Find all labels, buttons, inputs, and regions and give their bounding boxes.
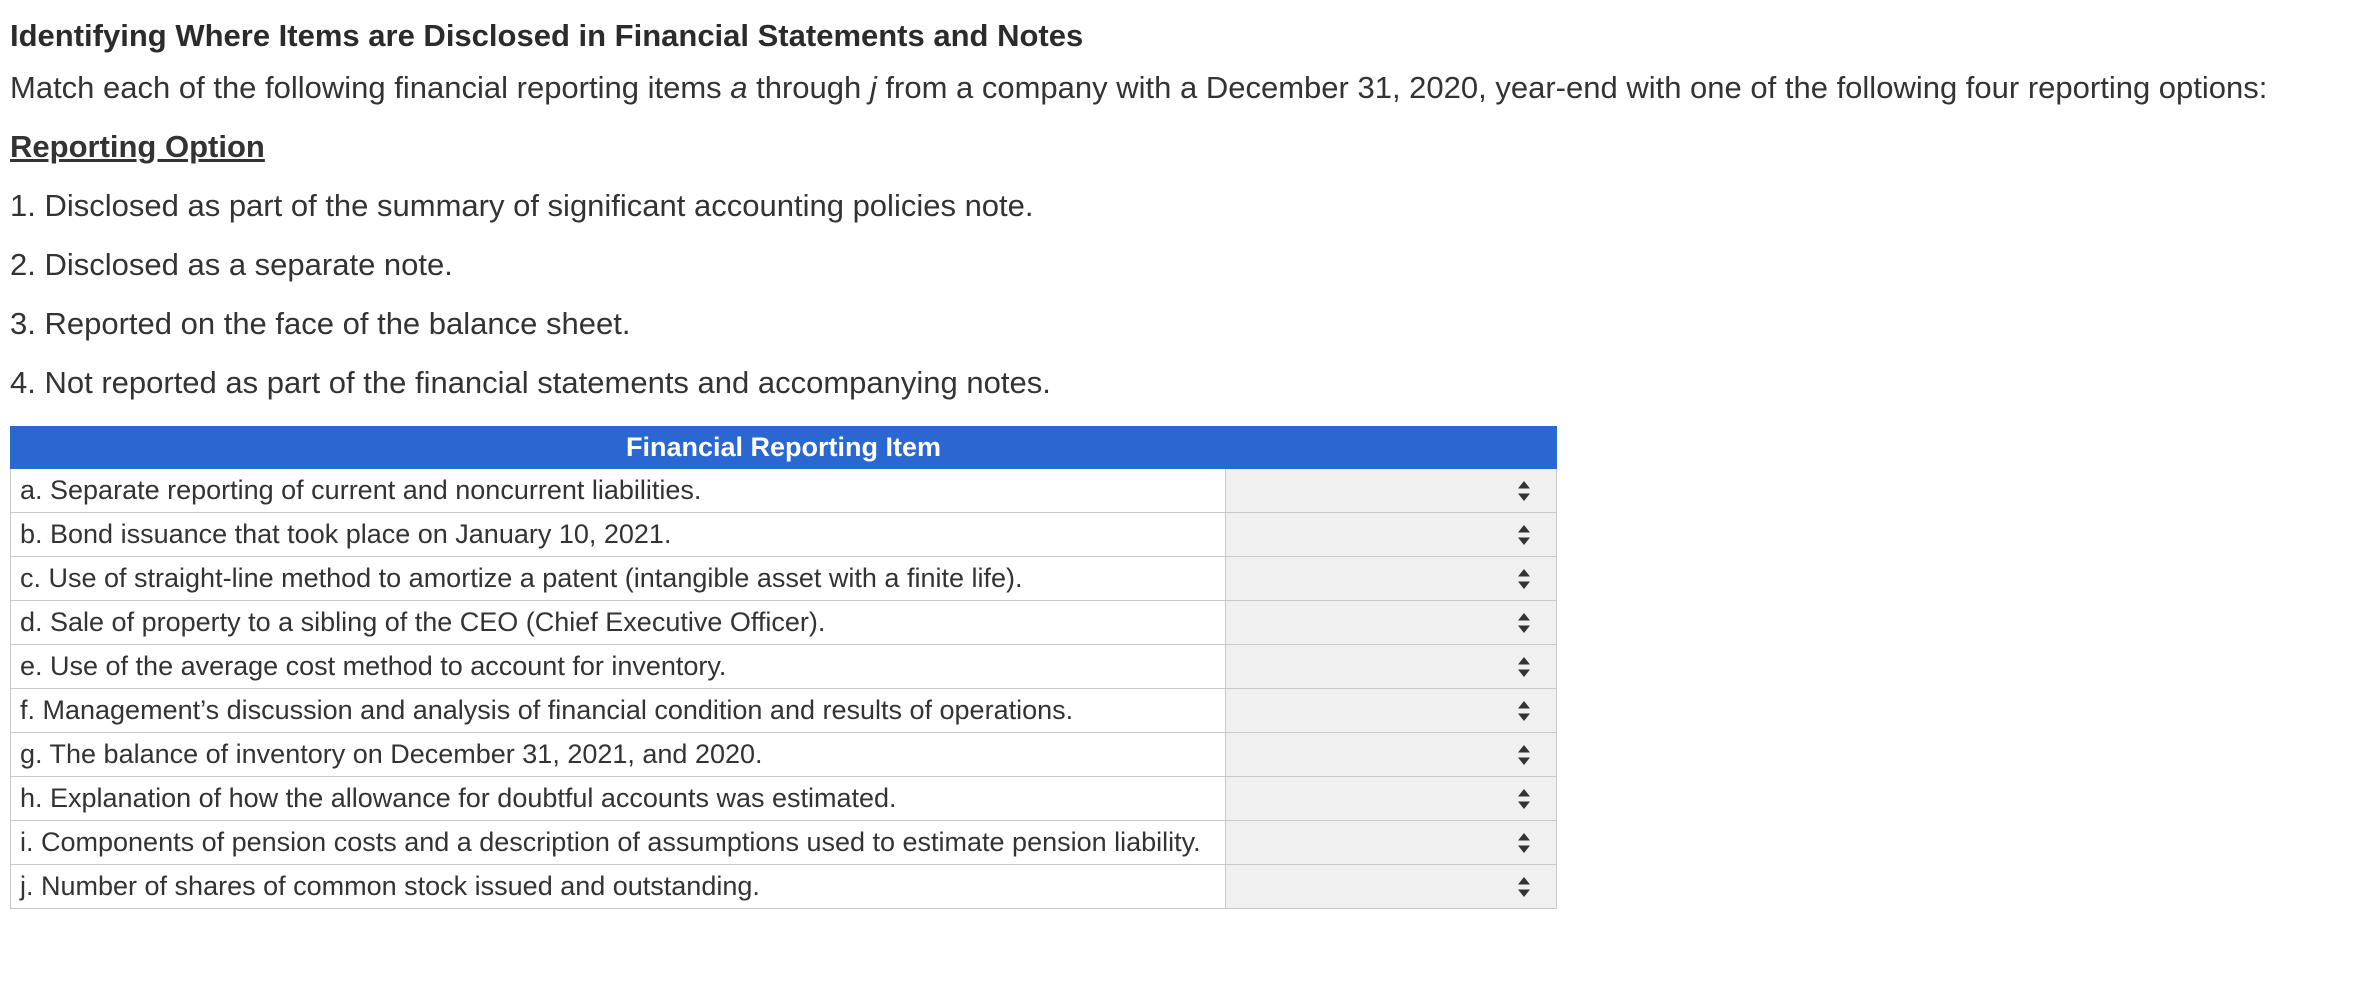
table-row [11,557,1557,601]
up-down-arrows-icon [1517,524,1531,546]
up-down-arrows-icon [1517,744,1531,766]
item-a-option-select[interactable] [1226,469,1557,513]
option-3: 3. Reported on the face of the balance sheet. [10,306,631,341]
option-2: 2. Disclosed as a separate note. [10,247,453,282]
item-j-option-select[interactable] [1226,865,1557,909]
item-e-label: e. Use of the average cost method to account for inventory. [11,645,1226,689]
item-h-option-select[interactable] [1226,777,1557,821]
up-down-arrows-icon [1517,700,1531,722]
up-down-arrows-icon [1517,788,1531,810]
options-heading: Reporting Option [10,129,265,164]
up-down-arrows-icon [1517,832,1531,854]
table-row [11,601,1557,645]
item-h-label: h. Explanation of how the allowance for doubtful accounts was estimated. [11,777,1226,821]
table-row [11,733,1557,777]
intro-part3: from a company with a December 31, 2020, year-end with one of the following four reporting options: [876,70,2268,105]
item-d-label: d. Sale of property to a sibling of the CEO (Chief Executive Officer). [11,601,1226,645]
page-title: Identifying Where Items are Disclosed in Financial Statements and Notes [10,18,1084,53]
item-b-option-select[interactable] [1226,513,1557,557]
item-g-label: g. The balance of inventory on December 31, 2021, and 2020. [11,733,1226,777]
item-a-label: a. Separate reporting of current and noncurrent liabilities. [11,469,1226,513]
up-down-arrows-icon [1517,568,1531,590]
item-e-option-select[interactable] [1226,645,1557,689]
table-row [11,645,1557,689]
item-b-label: b. Bond issuance that took place on January 10, 2021. [11,513,1226,557]
item-g-option-select[interactable] [1226,733,1557,777]
item-c-label: c. Use of straight-line method to amortize a patent (intangible asset with a finite life). [11,557,1226,601]
table-row [11,777,1557,821]
table-row [11,469,1557,513]
up-down-arrows-icon [1517,656,1531,678]
up-down-arrows-icon [1517,612,1531,634]
up-down-arrows-icon [1517,480,1531,502]
table-header-row [11,427,1557,469]
intro-item-a: a [730,70,748,105]
intro-item-j: j [869,70,877,105]
table-header: Financial Reporting Item [11,427,1557,469]
table-row [11,689,1557,733]
item-j-label: j. Number of shares of common stock issued and outstanding. [11,865,1226,909]
table-row [11,821,1557,865]
item-i-option-select[interactable] [1226,821,1557,865]
option-4: 4. Not reported as part of the financial statements and accompanying notes. [10,365,1051,400]
table-row [11,865,1557,909]
option-1: 1. Disclosed as part of the summary of significant accounting policies note. [10,188,1034,223]
intro-part1: Match each of the following financial reporting items [10,70,731,105]
table-row [11,513,1557,557]
item-i-label: i. Components of pension costs and a description of assumptions used to estimate pension liability. [11,821,1226,865]
intro-part2: through [747,70,870,105]
item-c-option-select[interactable] [1226,557,1557,601]
item-f-option-select[interactable] [1226,689,1557,733]
item-d-option-select[interactable] [1226,601,1557,645]
item-f-label: f. Management’s discussion and analysis of financial condition and results of operations. [11,689,1226,733]
reporting-items-table [10,426,1557,909]
intro-text [10,58,2370,117]
up-down-arrows-icon [1517,876,1531,898]
page [10,14,2370,901]
